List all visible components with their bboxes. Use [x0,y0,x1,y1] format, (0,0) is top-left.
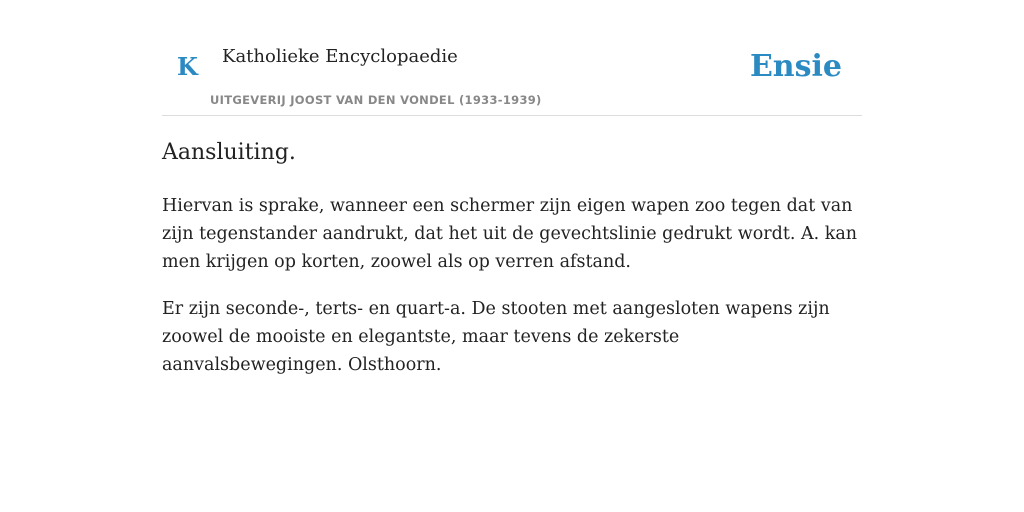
page [162,0,862,512]
article-body [162,192,862,398]
article-paragraph: Er zijn seconde-, terts- en quart-a. De stooten met aangesloten wapens zijn zoowel de mooiste en elegantste, maar tevens de zekerste aanvalsbewegingen. Olsthoorn. [162,299,830,375]
publisher-label: UITGEVERIJ JOOST VAN DEN VONDEL (1933-1939) [210,93,542,107]
encyclopedia-title-link[interactable]: Katholieke Encyclopaedie [222,46,458,67]
header [162,0,862,116]
encyclopedia-logo[interactable]: K [177,52,198,81]
ensie-brand-logo[interactable]: Ensie [749,49,842,84]
article-title: Aansluiting. [162,140,296,165]
article-paragraph: Hiervan is sprake, wanneer een schermer zijn eigen wapen zoo tegen dat van zijn tegenstander aandrukt, dat het uit de gevechtslinie gedrukt wordt. A. kan men krijgen op korten, zoowel als op verren afstand. [162,196,858,272]
